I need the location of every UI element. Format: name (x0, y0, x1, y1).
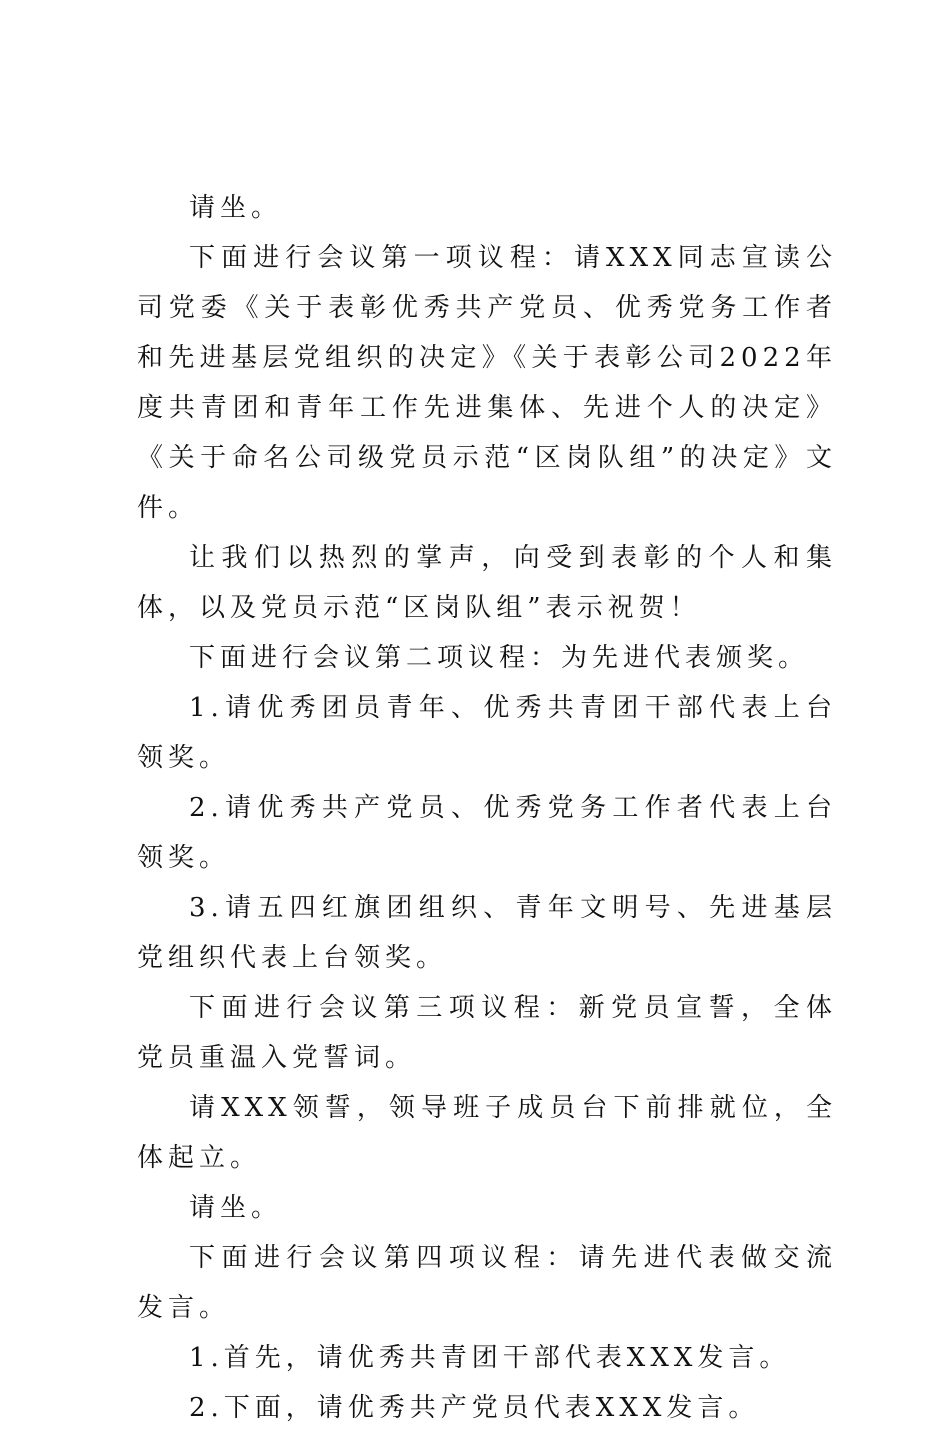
paragraph-please-sit-2: 请坐。 (189, 1193, 283, 1223)
paragraph-award-1: 1.请优秀团员青年、优秀共青团干部代表上台领奖。 (137, 693, 837, 773)
document-body (137, 183, 837, 1433)
paragraph-agenda-item-4: 下面进行会议第四项议程：请先进代表做交流发言。 (137, 1243, 837, 1323)
paragraph-agenda-item-3: 下面进行会议第三项议程：新党员宣誓，全体党员重温入党誓词。 (137, 993, 837, 1073)
paragraph-oath-lead: 请XXX领誓，领导班子成员台下前排就位，全体起立。 (137, 1093, 837, 1173)
paragraph-please-sit-1: 请坐。 (189, 193, 283, 223)
paragraph-speech-1: 1.首先，请优秀共青团干部代表XXX发言。 (189, 1343, 791, 1373)
paragraph-speech-2: 2.下面，请优秀共产党员代表XXX发言。 (189, 1393, 760, 1423)
paragraph-agenda-item-2: 下面进行会议第二项议程：为先进代表颁奖。 (189, 643, 810, 673)
paragraph-award-3: 3.请五四红旗团组织、青年文明号、先进基层党组织代表上台领奖。 (137, 893, 837, 973)
paragraph-agenda-item-1: 下面进行会议第一项议程：请XXX同志宣读公司党委《关于表彰优秀共产党员、优秀党务工作者和先进基层党组织的决定》《关于表彰公司2022年度共青团和青年工作先进集体、先进个人的决定》《关于命名公司级党员示范“区岗队组”的决定》文件。 (137, 243, 837, 523)
paragraph-award-2: 2.请优秀共产党员、优秀党务工作者代表上台领奖。 (137, 793, 837, 873)
paragraph-applause: 让我们以热烈的掌声，向受到表彰的个人和集体，以及党员示范“区岗队组”表示祝贺！ (137, 543, 837, 623)
